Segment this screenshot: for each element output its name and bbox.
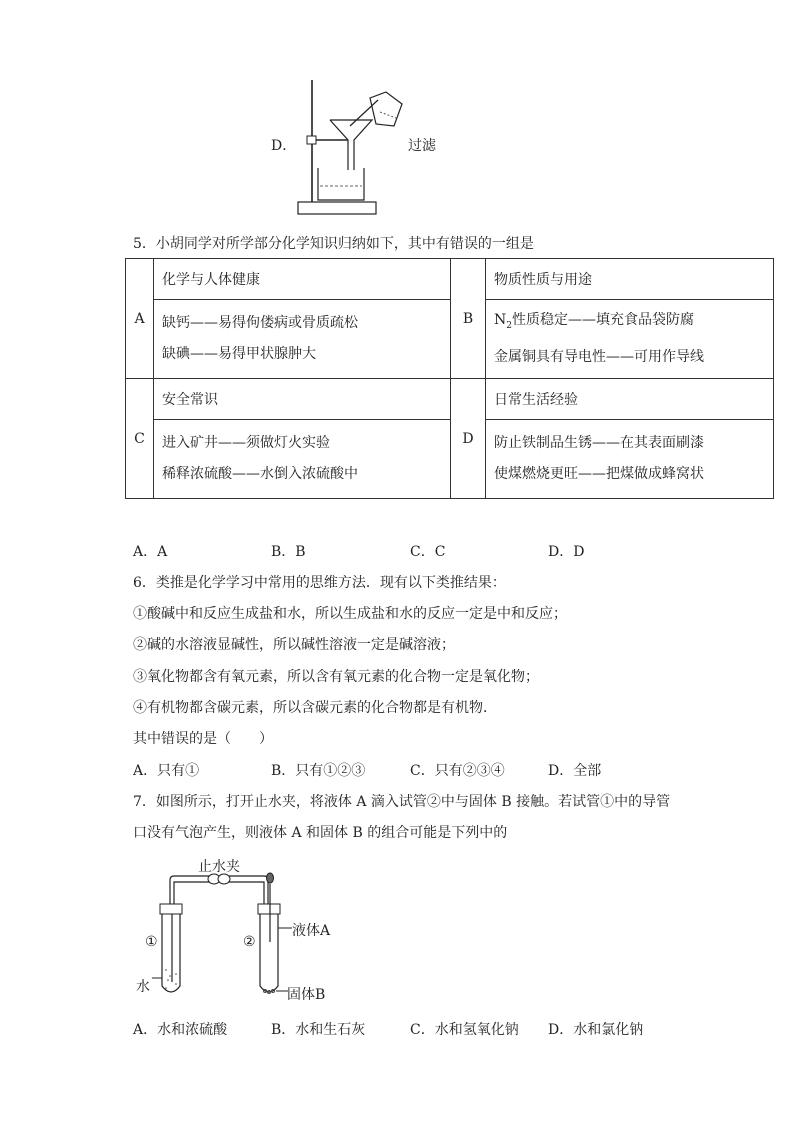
- cell-a-line1: 缺钙——易得佝偻病或骨质疏松: [162, 315, 358, 331]
- q6-item-2: ②碱的水溶液显碱性，所以碱性溶液一定是碱溶液；: [133, 637, 455, 653]
- tube1-label: ①: [145, 934, 158, 950]
- cell-c-label: C: [126, 379, 154, 499]
- cell-d-line2: 使煤燃烧更旺——把煤做成蜂窝状: [494, 466, 704, 482]
- cell-d-title: 日常生活经验: [486, 379, 774, 420]
- q5-option-a[interactable]: A．A: [133, 544, 168, 560]
- q6-option-c[interactable]: C．只有②③④: [410, 763, 505, 779]
- q6-item-4: ④有机物都含碳元素，所以含碳元素的化合物都是有机物．: [133, 700, 497, 716]
- clamp-label: 止水夹: [198, 859, 240, 875]
- solid-b-label: 固体B: [287, 987, 326, 1003]
- q6-item-3: ③氧化物都含有氧元素，所以含有氧元素的化合物一定是氧化物；: [133, 669, 539, 685]
- cell-c-line1: 进入矿井——须做灯火实验: [162, 435, 330, 451]
- q6-option-a[interactable]: A．只有①: [133, 763, 200, 779]
- cell-b-title: 物质性质与用途: [486, 259, 774, 300]
- q5-knowledge-table: [125, 258, 774, 499]
- tube2-label: ②: [243, 934, 256, 950]
- cell-a-line2: 缺碘——易得甲状腺肿大: [162, 346, 316, 362]
- cell-d-body: [486, 420, 774, 499]
- q7-stem-line1: 7．如图所示，打开止水夹，将液体 A 滴入试管②中与固体 B 接触。若试管①中的导管: [133, 794, 671, 810]
- cell-d-line1: 防止铁制品生锈——在其表面刷漆: [494, 435, 704, 451]
- cell-a-body: [154, 300, 451, 379]
- cell-b-line2: 金属铜具有导电性——可用作导线: [494, 348, 704, 365]
- cell-a-label: A: [126, 259, 154, 379]
- cell-b-line1: $N_2$性质稳定——填充食品袋防腐: [494, 312, 694, 331]
- q6-option-d[interactable]: D．全部: [548, 763, 602, 779]
- q7-option-d[interactable]: D．水和氯化钠: [548, 1022, 644, 1038]
- q6-item-1: ①酸碱中和反应生成盐和水，所以生成盐和水的反应一定是中和反应；: [133, 606, 567, 622]
- q5-option-b[interactable]: B．B: [271, 544, 306, 560]
- q5-option-d[interactable]: D．D: [548, 544, 585, 560]
- q5-option-c[interactable]: C．C: [410, 544, 446, 560]
- cell-b-label: B: [451, 259, 486, 379]
- q7-option-a[interactable]: A．水和浓硫酸: [133, 1022, 228, 1038]
- water-label: 水: [136, 979, 150, 995]
- cell-a-title: 化学与人体健康: [154, 259, 451, 300]
- q5-stem: 5．小胡同学对所学部分化学知识归纳如下，其中有错误的一组是: [133, 236, 534, 252]
- cell-d-label: D: [451, 379, 486, 499]
- liquid-a-label: 液体A: [292, 923, 331, 939]
- filtration-apparatus-diagram: [290, 78, 410, 218]
- q6-ask: 其中错误的是（ ）: [133, 731, 273, 747]
- cell-c-body: [154, 420, 451, 499]
- q6-stem: 6．类推是化学学习中常用的思维方法．现有以下类推结果：: [133, 575, 506, 591]
- cell-c-title: 安全常识: [154, 379, 451, 420]
- cell-b-body: [486, 300, 774, 379]
- filtration-caption: 过滤: [408, 138, 436, 154]
- q7-stem-line2: 口没有气泡产生，则液体 A 和固体 B 的组合可能是下列中的: [133, 825, 508, 841]
- option-d-label: D．: [271, 138, 297, 154]
- q6-option-b[interactable]: B．只有①②③: [271, 763, 366, 779]
- q7-option-b[interactable]: B．水和生石灰: [271, 1022, 366, 1038]
- q7-option-c[interactable]: C．水和氢氧化钠: [410, 1022, 519, 1038]
- cell-c-line2: 稀释浓硫酸——水倒入浓硫酸中: [162, 466, 358, 482]
